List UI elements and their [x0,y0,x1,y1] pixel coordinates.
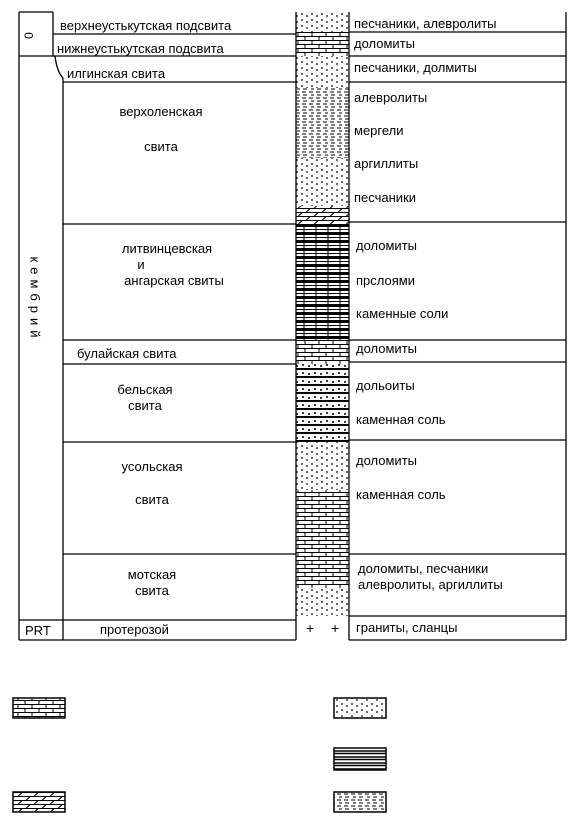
formation-proterozoy: протерозой [100,622,169,637]
formation-usolskaya: усольская [121,459,183,474]
era-cambrian-label: кембрий [27,256,43,343]
formation-usolskaya-suffix: свита [135,492,169,507]
marl-pattern-icon [13,792,65,812]
formation-verkholenskaya-suffix: свита [144,139,178,154]
lithology-label: аргиллиты [354,156,419,171]
formation-nizhneustkut: нижнеустькутская подсвита [57,41,224,56]
svg-text:+: + [331,620,340,636]
lithology-label: граниты, сланцы [356,620,458,635]
svg-text:+: + [306,620,315,636]
lithology-label: доломиты, песчаники [358,561,489,576]
formation-belskaya: бельская [117,382,173,397]
formation-litvintsev-and: и [137,257,145,272]
formation-belskaya-suffix: свита [128,398,162,413]
formation-motskaya: мотская [127,567,177,582]
lithology-label: алевролиты, аргиллиты [358,577,503,592]
lithology-label: мергели [354,123,404,138]
lithology-label: доломиты [354,36,415,51]
formation-bulayskaya: булайская свита [77,346,177,361]
lithology-label: песчаники, алевролиты [354,16,497,31]
lithology-label: каменные соли [356,306,449,321]
lithology-label: песчаники, долмиты [354,60,477,75]
siltstone-pattern-icon [334,792,386,812]
formation-verkhneustkut: верхнеустькутская подсвита [60,18,232,33]
lithology-label: прслоями [356,273,415,288]
dolomite-pattern-icon [13,698,65,718]
sandstone-pattern-icon [334,698,386,718]
lithology-label: каменная соль [356,487,446,502]
lithology-label: алевролиты [354,90,428,105]
formation-litvintsev: литвинцевская [121,241,213,256]
lithology-label: каменная соль [356,412,446,427]
era-proterozoic-label: PRT [25,623,51,638]
formation-verkholenskaya: верхоленская [119,104,203,119]
formation-angarskaya: ангарская свиты [124,273,224,288]
lithology-label: песчаники [354,190,417,205]
lithology-label: доломиты [356,238,417,253]
era-ordovician-label: 0 [21,32,36,39]
rock-salt-pattern-icon [334,748,386,770]
lithology-label: доломиты [356,341,417,356]
lithology-label: доломиты [356,453,417,468]
formation-ilginskaya: илгинская свита [67,66,166,81]
formation-motskaya-suffix: свита [135,583,169,598]
lithology-label: дольоиты [356,378,415,393]
